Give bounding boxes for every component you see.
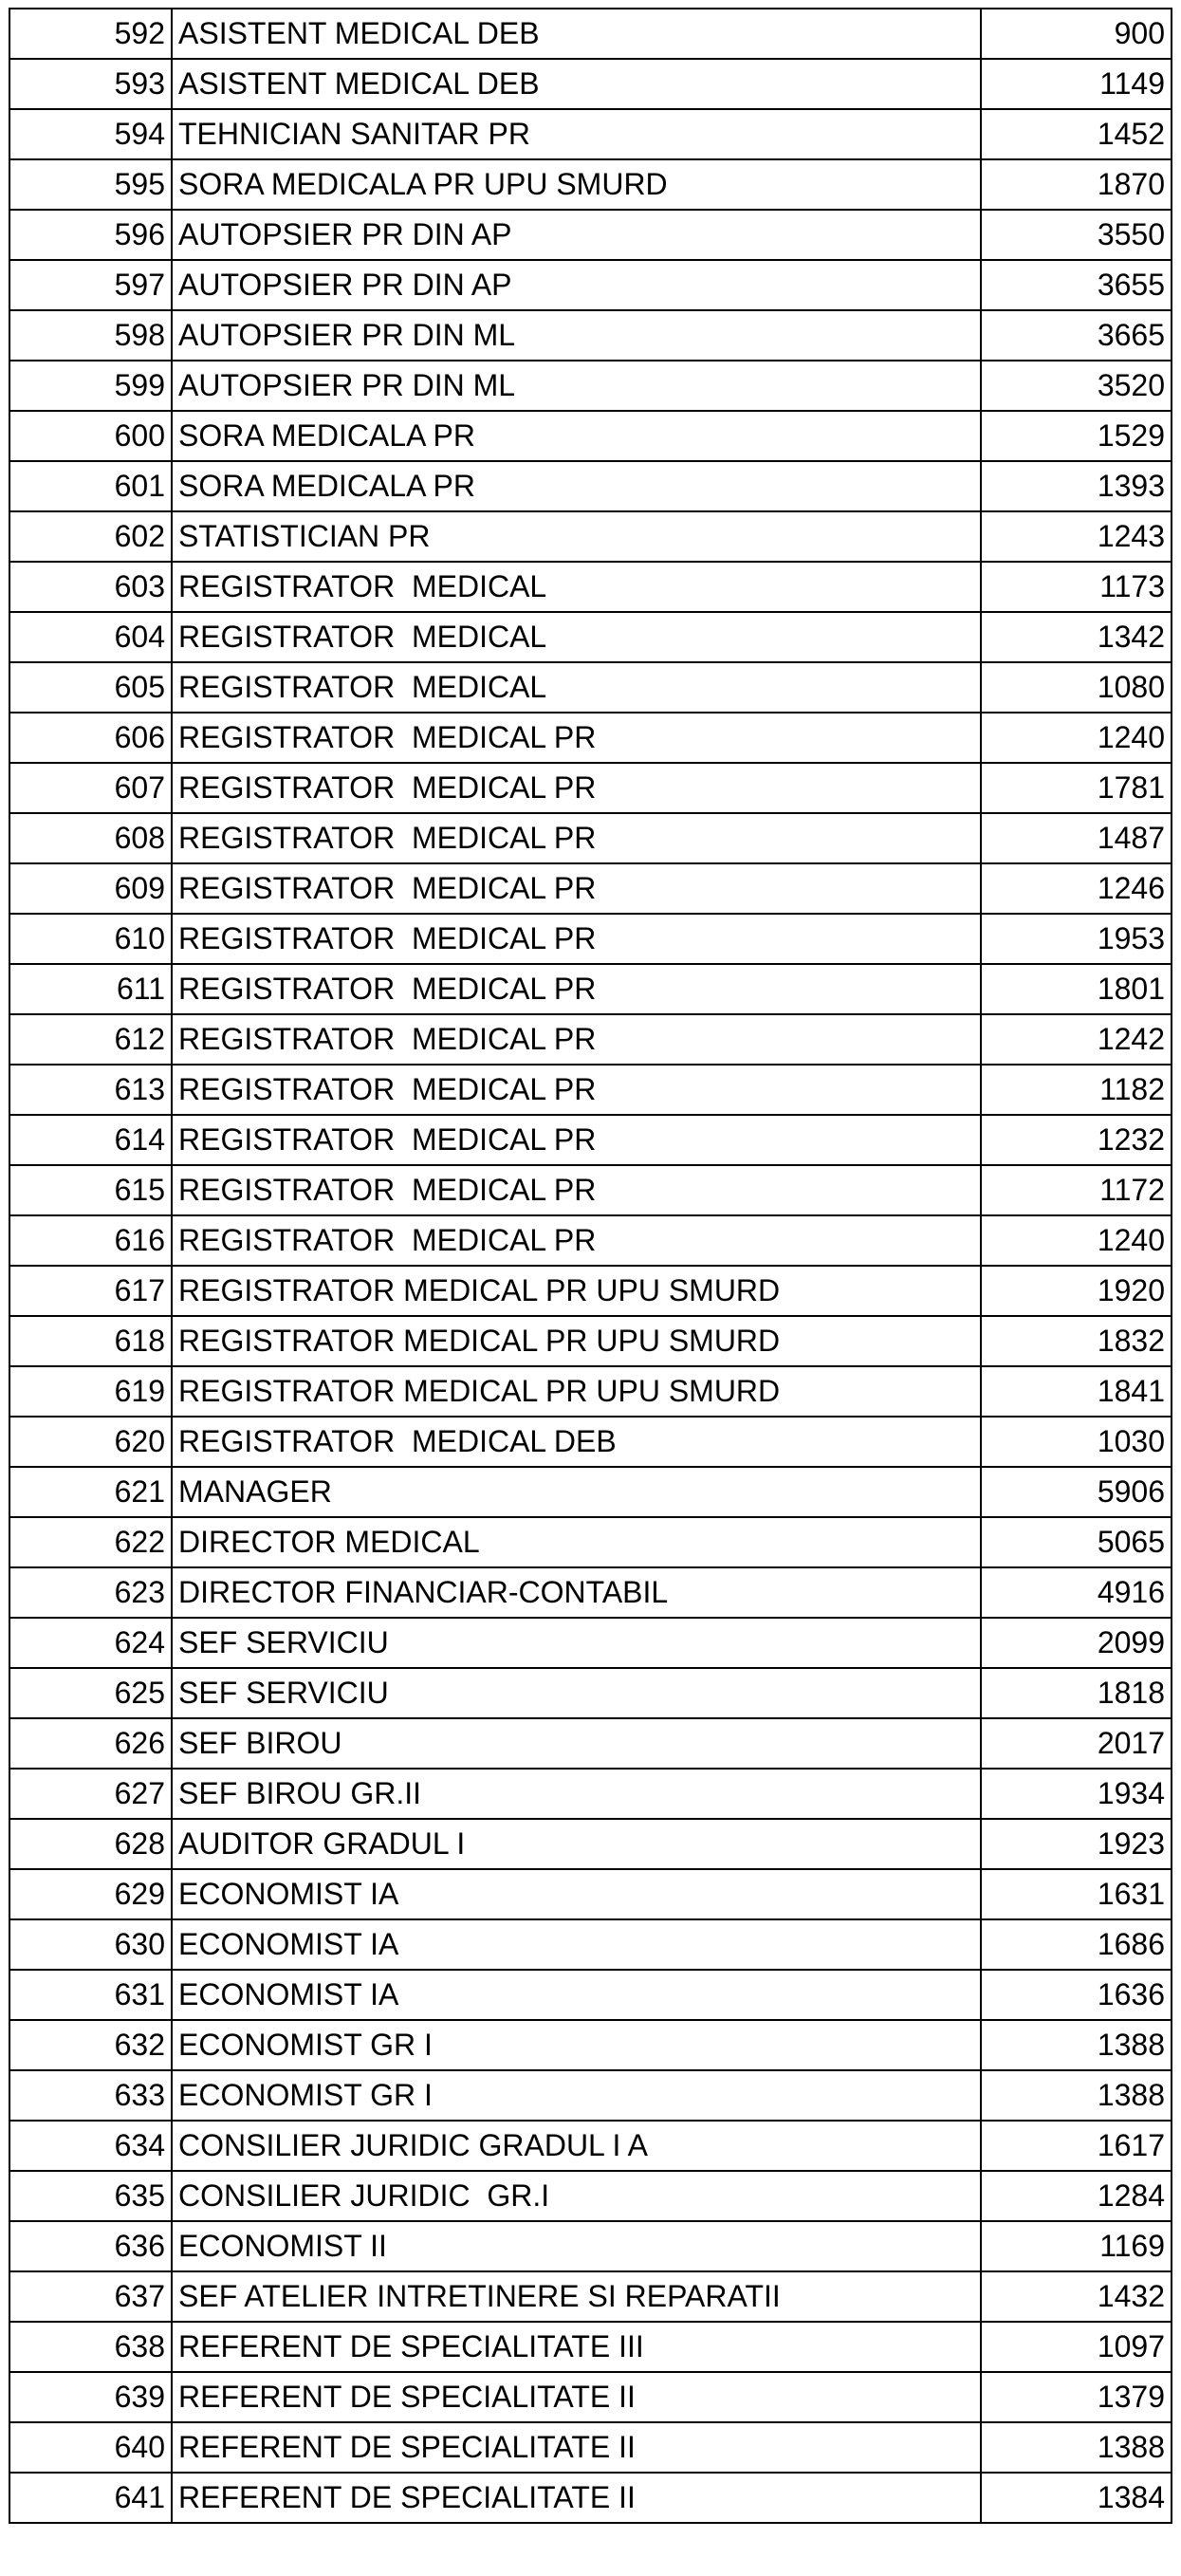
salary-cell: 900 — [981, 9, 1172, 59]
salary-cell: 1384 — [981, 2473, 1172, 2523]
table-row — [9, 914, 1172, 964]
row-number-cell: 621 — [9, 1467, 172, 1517]
salary-cell: 1232 — [981, 1115, 1172, 1165]
position-title-cell: AUTOPSIER PR DIN ML — [172, 361, 981, 411]
salary-cell: 1388 — [981, 2020, 1172, 2070]
table-row — [9, 1567, 1172, 1618]
row-number-cell: 638 — [9, 2322, 172, 2372]
salary-cell: 1452 — [981, 109, 1172, 159]
salary-cell: 1636 — [981, 1970, 1172, 2020]
table-row — [9, 1517, 1172, 1567]
position-title-cell: ECONOMIST IA — [172, 1919, 981, 1970]
table-row — [9, 2070, 1172, 2121]
row-number-cell: 603 — [9, 562, 172, 612]
salary-cell: 1080 — [981, 662, 1172, 713]
position-title-cell: ECONOMIST IA — [172, 1869, 981, 1919]
table-row — [9, 813, 1172, 863]
table-row — [9, 210, 1172, 260]
row-number-cell: 593 — [9, 59, 172, 109]
table-row — [9, 2020, 1172, 2070]
salary-cell: 1432 — [981, 2271, 1172, 2322]
table-row — [9, 1467, 1172, 1517]
position-title-cell: REGISTRATOR MEDICAL PR — [172, 1115, 981, 1165]
salary-cell: 1923 — [981, 1819, 1172, 1869]
position-title-cell: AUTOPSIER PR DIN ML — [172, 310, 981, 361]
table-row — [9, 863, 1172, 914]
row-number-cell: 616 — [9, 1215, 172, 1266]
row-number-cell: 630 — [9, 1919, 172, 1970]
row-number-cell: 605 — [9, 662, 172, 713]
salary-cell: 1934 — [981, 1769, 1172, 1819]
salary-cell: 1388 — [981, 2422, 1172, 2473]
position-title-cell: SEF SERVICIU — [172, 1618, 981, 1668]
row-number-cell: 609 — [9, 863, 172, 914]
row-number-cell: 640 — [9, 2422, 172, 2473]
position-title-cell: DIRECTOR MEDICAL — [172, 1517, 981, 1567]
row-number-cell: 606 — [9, 713, 172, 763]
row-number-cell: 627 — [9, 1769, 172, 1819]
position-title-cell: SEF BIROU — [172, 1718, 981, 1769]
salary-cell: 1631 — [981, 1869, 1172, 1919]
table-row — [9, 1417, 1172, 1467]
salary-cell: 1240 — [981, 1215, 1172, 1266]
salary-cell: 3550 — [981, 210, 1172, 260]
table-row — [9, 662, 1172, 713]
position-title-cell: REGISTRATOR MEDICAL PR UPU SMURD — [172, 1266, 981, 1316]
position-title-cell: REFERENT DE SPECIALITATE II — [172, 2422, 981, 2473]
table-row — [9, 1215, 1172, 1266]
table-row — [9, 260, 1172, 310]
table-row — [9, 9, 1172, 59]
table-row — [9, 1970, 1172, 2020]
position-title-cell: ASISTENT MEDICAL DEB — [172, 9, 981, 59]
position-title-cell: AUTOPSIER PR DIN AP — [172, 260, 981, 310]
row-number-cell: 622 — [9, 1517, 172, 1567]
table-row — [9, 1919, 1172, 1970]
salary-cell: 3665 — [981, 310, 1172, 361]
row-number-cell: 601 — [9, 461, 172, 511]
table-row — [9, 2221, 1172, 2271]
salary-cell: 1030 — [981, 1417, 1172, 1467]
table-row — [9, 2322, 1172, 2372]
row-number-cell: 632 — [9, 2020, 172, 2070]
table-row — [9, 1869, 1172, 1919]
position-title-cell: SEF BIROU GR.II — [172, 1769, 981, 1819]
salary-cell: 1149 — [981, 59, 1172, 109]
position-title-cell: SEF SERVICIU — [172, 1668, 981, 1718]
table-row — [9, 2473, 1172, 2523]
row-number-cell: 613 — [9, 1065, 172, 1115]
position-title-cell: STATISTICIAN PR — [172, 511, 981, 562]
table-row — [9, 2121, 1172, 2171]
table-row — [9, 1316, 1172, 1366]
position-title-cell: AUTOPSIER PR DIN AP — [172, 210, 981, 260]
position-title-cell: REGISTRATOR MEDICAL PR — [172, 813, 981, 863]
salary-cell: 1342 — [981, 612, 1172, 662]
row-number-cell: 597 — [9, 260, 172, 310]
position-title-cell: REGISTRATOR MEDICAL PR — [172, 1065, 981, 1115]
table-row — [9, 1065, 1172, 1115]
row-number-cell: 635 — [9, 2171, 172, 2221]
row-number-cell: 596 — [9, 210, 172, 260]
position-title-cell: REGISTRATOR MEDICAL PR — [172, 863, 981, 914]
row-number-cell: 610 — [9, 914, 172, 964]
position-title-cell: SORA MEDICALA PR UPU SMURD — [172, 159, 981, 210]
row-number-cell: 617 — [9, 1266, 172, 1316]
table-row — [9, 159, 1172, 210]
row-number-cell: 614 — [9, 1115, 172, 1165]
salary-cell: 5906 — [981, 1467, 1172, 1517]
salary-cell: 1242 — [981, 1014, 1172, 1065]
position-title-cell: REGISTRATOR MEDICAL — [172, 612, 981, 662]
table-row — [9, 310, 1172, 361]
row-number-cell: 636 — [9, 2221, 172, 2271]
salary-cell: 2017 — [981, 1718, 1172, 1769]
row-number-cell: 624 — [9, 1618, 172, 1668]
row-number-cell: 612 — [9, 1014, 172, 1065]
row-number-cell: 628 — [9, 1819, 172, 1869]
table-row — [9, 1718, 1172, 1769]
salary-cell: 1841 — [981, 1366, 1172, 1417]
salary-cell: 1953 — [981, 914, 1172, 964]
row-number-cell: 631 — [9, 1970, 172, 2020]
salary-cell: 1870 — [981, 159, 1172, 210]
position-title-cell: AUDITOR GRADUL I — [172, 1819, 981, 1869]
position-title-cell: DIRECTOR FINANCIAR-CONTABIL — [172, 1567, 981, 1618]
position-title-cell: REGISTRATOR MEDICAL DEB — [172, 1417, 981, 1467]
row-number-cell: 639 — [9, 2372, 172, 2422]
table-row — [9, 1668, 1172, 1718]
position-title-cell: ECONOMIST IA — [172, 1970, 981, 2020]
position-title-cell: REGISTRATOR MEDICAL PR — [172, 1165, 981, 1215]
position-title-cell: ECONOMIST GR I — [172, 2020, 981, 2070]
salary-cell: 1243 — [981, 511, 1172, 562]
row-number-cell: 604 — [9, 612, 172, 662]
row-number-cell: 625 — [9, 1668, 172, 1718]
salary-cell: 1388 — [981, 2070, 1172, 2121]
table-row — [9, 109, 1172, 159]
row-number-cell: 595 — [9, 159, 172, 210]
row-number-cell: 626 — [9, 1718, 172, 1769]
row-number-cell: 598 — [9, 310, 172, 361]
table-row — [9, 411, 1172, 461]
row-number-cell: 629 — [9, 1869, 172, 1919]
position-title-cell: REGISTRATOR MEDICAL PR — [172, 914, 981, 964]
table-row — [9, 1819, 1172, 1869]
salary-cell: 1246 — [981, 863, 1172, 914]
position-title-cell: MANAGER — [172, 1467, 981, 1517]
row-number-cell: 634 — [9, 2121, 172, 2171]
position-title-cell: REGISTRATOR MEDICAL — [172, 662, 981, 713]
salary-cell: 1182 — [981, 1065, 1172, 1115]
table-row — [9, 1618, 1172, 1668]
position-title-cell: REGISTRATOR MEDICAL PR — [172, 763, 981, 813]
row-number-cell: 592 — [9, 9, 172, 59]
table-row — [9, 361, 1172, 411]
salary-cell: 1487 — [981, 813, 1172, 863]
row-number-cell: 600 — [9, 411, 172, 461]
table-row — [9, 2271, 1172, 2322]
row-number-cell: 623 — [9, 1567, 172, 1618]
row-number-cell: 615 — [9, 1165, 172, 1215]
salary-cell: 1617 — [981, 2121, 1172, 2171]
salary-cell: 2099 — [981, 1618, 1172, 1668]
table-body — [9, 9, 1172, 2523]
position-title-cell: REFERENT DE SPECIALITATE II — [172, 2372, 981, 2422]
table-row — [9, 59, 1172, 109]
salary-cell: 1393 — [981, 461, 1172, 511]
salary-cell: 1284 — [981, 2171, 1172, 2221]
position-title-cell: REGISTRATOR MEDICAL PR — [172, 1215, 981, 1266]
position-title-cell: ASISTENT MEDICAL DEB — [172, 59, 981, 109]
salary-cell: 1920 — [981, 1266, 1172, 1316]
position-title-cell: SORA MEDICALA PR — [172, 461, 981, 511]
table-row — [9, 1266, 1172, 1316]
row-number-cell: 607 — [9, 763, 172, 813]
table-row — [9, 763, 1172, 813]
salary-cell: 3655 — [981, 260, 1172, 310]
salary-cell: 1097 — [981, 2322, 1172, 2372]
table-row — [9, 461, 1172, 511]
table-row — [9, 2171, 1172, 2221]
salary-cell: 1832 — [981, 1316, 1172, 1366]
salary-cell: 1240 — [981, 713, 1172, 763]
salary-cell: 1686 — [981, 1919, 1172, 1970]
table-row — [9, 1014, 1172, 1065]
position-title-cell: REGISTRATOR MEDICAL PR UPU SMURD — [172, 1316, 981, 1366]
row-number-cell: 608 — [9, 813, 172, 863]
salary-cell: 1801 — [981, 964, 1172, 1014]
position-title-cell: SORA MEDICALA PR — [172, 411, 981, 461]
row-number-cell: 599 — [9, 361, 172, 411]
position-title-cell: REGISTRATOR MEDICAL PR UPU SMURD — [172, 1366, 981, 1417]
row-number-cell: 641 — [9, 2473, 172, 2523]
salary-table — [9, 8, 1172, 2524]
salary-cell: 1781 — [981, 763, 1172, 813]
position-title-cell: TEHNICIAN SANITAR PR — [172, 109, 981, 159]
salary-cell: 5065 — [981, 1517, 1172, 1567]
position-title-cell: REGISTRATOR MEDICAL PR — [172, 964, 981, 1014]
position-title-cell: REGISTRATOR MEDICAL PR — [172, 1014, 981, 1065]
position-title-cell: CONSILIER JURIDIC GRADUL I A — [172, 2121, 981, 2171]
position-title-cell: REFERENT DE SPECIALITATE III — [172, 2322, 981, 2372]
table-row — [9, 1165, 1172, 1215]
table-row — [9, 511, 1172, 562]
table-row — [9, 1115, 1172, 1165]
salary-cell: 1173 — [981, 562, 1172, 612]
position-title-cell: REGISTRATOR MEDICAL — [172, 562, 981, 612]
table-row — [9, 1769, 1172, 1819]
position-title-cell: REGISTRATOR MEDICAL PR — [172, 713, 981, 763]
position-title-cell: SEF ATELIER INTRETINERE SI REPARATII — [172, 2271, 981, 2322]
row-number-cell: 618 — [9, 1316, 172, 1366]
position-title-cell: REFERENT DE SPECIALITATE II — [172, 2473, 981, 2523]
salary-cell: 1169 — [981, 2221, 1172, 2271]
salary-cell: 1529 — [981, 411, 1172, 461]
table-row — [9, 562, 1172, 612]
table-row — [9, 2372, 1172, 2422]
row-number-cell: 602 — [9, 511, 172, 562]
table-row — [9, 2422, 1172, 2473]
position-title-cell: CONSILIER JURIDIC GR.I — [172, 2171, 981, 2221]
salary-cell: 3520 — [981, 361, 1172, 411]
row-number-cell: 620 — [9, 1417, 172, 1467]
table-row — [9, 612, 1172, 662]
position-title-cell: ECONOMIST GR I — [172, 2070, 981, 2121]
salary-cell: 1172 — [981, 1165, 1172, 1215]
row-number-cell: 619 — [9, 1366, 172, 1417]
row-number-cell: 594 — [9, 109, 172, 159]
position-title-cell: ECONOMIST II — [172, 2221, 981, 2271]
salary-cell: 1379 — [981, 2372, 1172, 2422]
salary-cell: 1818 — [981, 1668, 1172, 1718]
row-number-cell: 633 — [9, 2070, 172, 2121]
row-number-cell: 637 — [9, 2271, 172, 2322]
row-number-cell: 611 — [9, 964, 172, 1014]
table-row — [9, 964, 1172, 1014]
table-row — [9, 1366, 1172, 1417]
salary-cell: 4916 — [981, 1567, 1172, 1618]
table-row — [9, 713, 1172, 763]
